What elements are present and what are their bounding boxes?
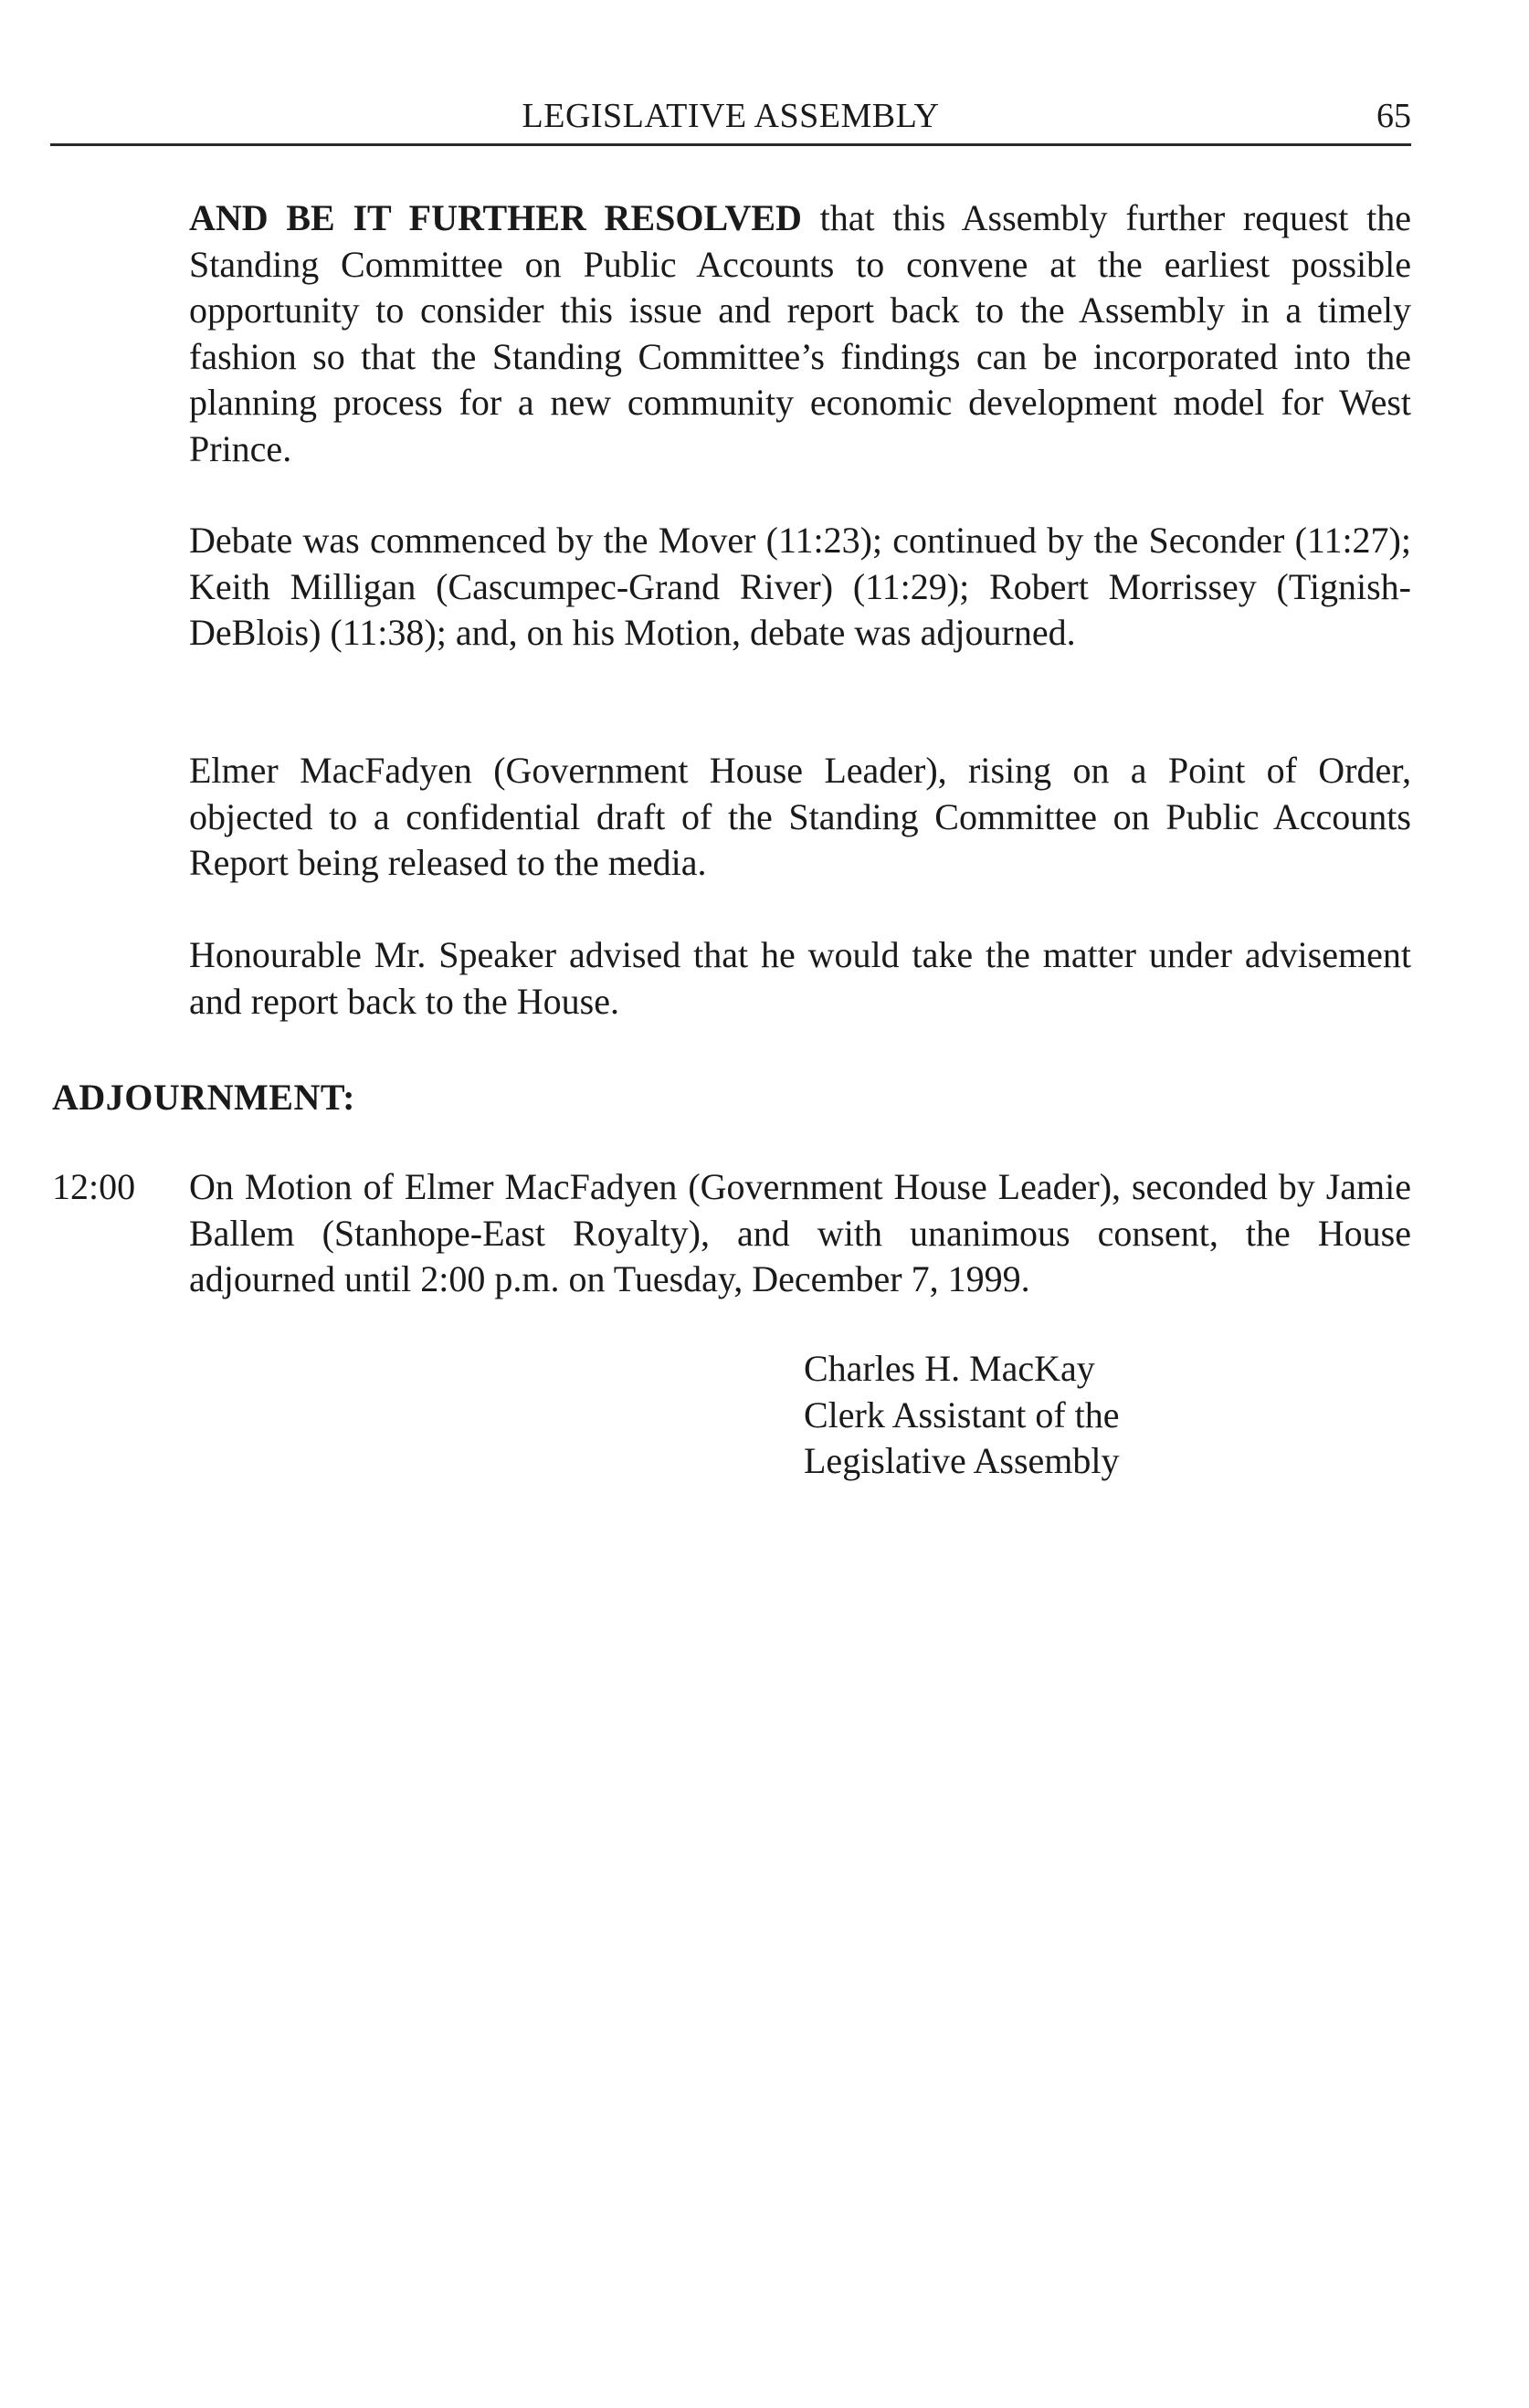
adjournment-paragraph: On Motion of Elmer MacFadyen (Government House Leader), seconded by Jamie Ballem (Stanhope-East Royalty), and with unanimous consent, the House adjourned until 2:00 p.m. on Tuesday, December 7, 1999. xyxy=(189,1166,1411,1299)
running-title: LEGISLATIVE ASSEMBLY xyxy=(522,97,940,135)
signature-title-line1: Clerk Assistant of the xyxy=(804,1393,1120,1435)
debate-paragraph: Debate was commenced by the Mover (11:23); continued by the Seconder (11:27); Keith Milligan (Cascumpec-Grand River) (11:29); Robert Morrissey (Tignish-DeBlois) (11:38); and, on his Motion, debate was adjourned. xyxy=(189,520,1411,653)
running-head xyxy=(50,94,1411,146)
point-of-order-paragraph: Elmer MacFadyen (Government House Leader), rising on a Point of Order, objected to a confidential draft of the Standing Committee on Public Accounts Report being released to the media. xyxy=(189,750,1411,883)
adjournment-heading: ADJOURNMENT: xyxy=(52,1077,355,1118)
speaker-advice-paragraph: Honourable Mr. Speaker advised that he would take the matter under advisement and report back to the House. xyxy=(189,934,1411,1022)
signature-title-line2: Legislative Assembly xyxy=(804,1440,1120,1481)
resolution-lead: AND BE IT FURTHER RESOLVED xyxy=(189,197,802,238)
resolution-paragraph xyxy=(189,195,1411,472)
page-number: 65 xyxy=(1376,97,1411,135)
signature-block xyxy=(804,1346,1120,1485)
resolution-text: that this Assembly further request the Standing Committee on Public Accounts to convene at the earliest possible opportunity to consider this issue and report back to the Assembly in a timely fashion so that the Standing Committee’s findings can be incorporated into the planning process for a new community economic development model for West Prince. xyxy=(189,197,1411,469)
signature-name: Charles H. MacKay xyxy=(804,1348,1095,1389)
adjournment-time: 12:00 xyxy=(52,1166,136,1207)
